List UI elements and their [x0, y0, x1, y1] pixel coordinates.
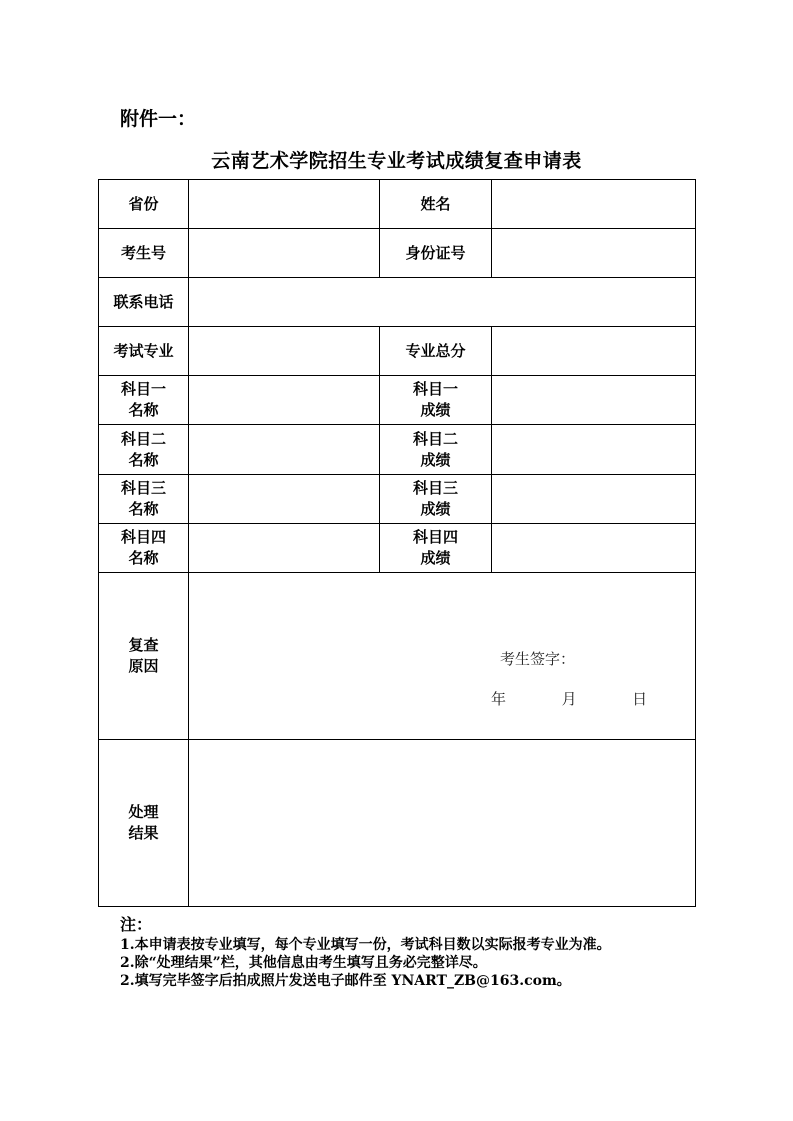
- note-item: 2.填写完毕签字后拍成照片发送电子邮件至 YNART_ZB@163.com。: [120, 973, 571, 989]
- date-day-label: 日: [632, 690, 648, 708]
- subject-3-name-field[interactable]: [189, 475, 380, 524]
- date-year-label: 年: [491, 690, 507, 708]
- notes-heading: 注：: [120, 915, 153, 934]
- review-application-form: [98, 179, 696, 907]
- subject-3-score-field[interactable]: [492, 475, 696, 524]
- note-item: 2.除“处理结果”栏，其他信息由考生填写且务必完整详尽。: [120, 955, 487, 971]
- major-field[interactable]: [189, 327, 380, 376]
- subject-2-score-field[interactable]: [492, 425, 696, 475]
- subject-4-score-field[interactable]: [492, 524, 696, 573]
- subject-2-score-label: 科目二 成绩: [380, 425, 492, 475]
- phone-field[interactable]: [189, 278, 696, 327]
- exam-number-field[interactable]: [189, 229, 380, 278]
- total-score-label: 专业总分: [380, 327, 492, 376]
- subject-3-name-label: 科目三 名称: [99, 475, 189, 524]
- date-month-label: 月: [561, 690, 577, 708]
- signature-date: [491, 688, 647, 709]
- notes-section: [120, 916, 611, 990]
- province-label: 省份: [99, 180, 189, 229]
- applicant-signature-label: 考生签字：: [500, 650, 576, 668]
- total-score-field[interactable]: [492, 327, 696, 376]
- subject-4-name-field[interactable]: [189, 524, 380, 573]
- name-field[interactable]: [492, 180, 696, 229]
- subject-1-score-label: 科目一 成绩: [380, 376, 492, 425]
- subject-1-score-field[interactable]: [492, 376, 696, 425]
- major-label: 考试专业: [99, 327, 189, 376]
- review-reason-field[interactable]: [189, 573, 696, 740]
- subject-1-name-field[interactable]: [189, 376, 380, 425]
- review-reason-label: 复查 原因: [99, 573, 189, 740]
- name-label: 姓名: [380, 180, 492, 229]
- exam-number-label: 考生号: [99, 229, 189, 278]
- subject-1-name-label: 科目一 名称: [99, 376, 189, 425]
- subject-2-name-field[interactable]: [189, 425, 380, 475]
- attachment-label: 附件一：: [120, 108, 197, 130]
- subject-4-score-label: 科目四 成绩: [380, 524, 492, 573]
- phone-label: 联系电话: [99, 278, 189, 327]
- id-number-label: 身份证号: [380, 229, 492, 278]
- id-number-field[interactable]: [492, 229, 696, 278]
- processing-result-label: 处理 结果: [99, 740, 189, 907]
- subject-4-name-label: 科目四 名称: [99, 524, 189, 573]
- processing-result-field: [189, 740, 696, 907]
- note-item: 1.本申请表按专业填写，每个专业填写一份，考试科目数以实际报考专业为准。: [120, 937, 611, 953]
- subject-3-score-label: 科目三 成绩: [380, 475, 492, 524]
- subject-2-name-label: 科目二 名称: [99, 425, 189, 475]
- form-title: 云南艺术学院招生专业考试成绩复查申请表: [211, 150, 582, 172]
- province-field[interactable]: [189, 180, 380, 229]
